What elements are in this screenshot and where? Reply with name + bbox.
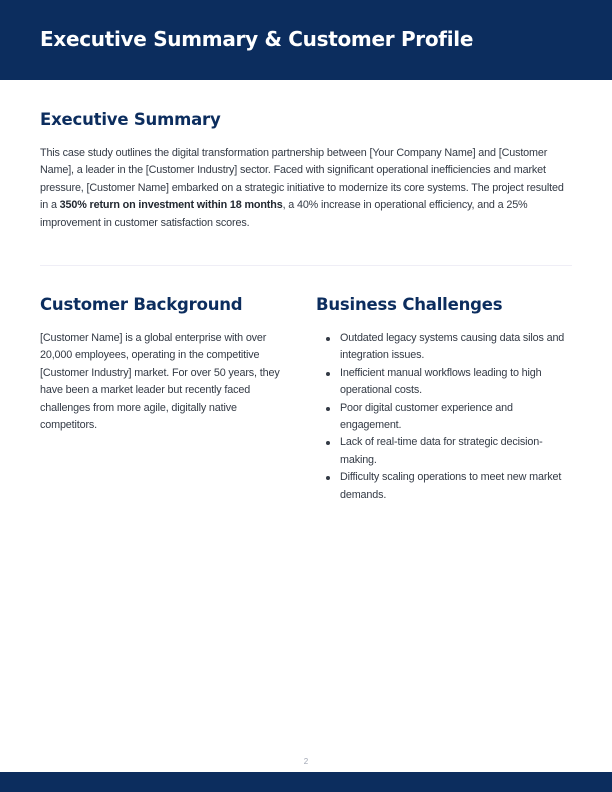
customer-background-heading: Customer Background (40, 295, 243, 314)
list-item (340, 434, 572, 469)
summary-text-end: , a 40% increase in operational efficiency, and a 25% improvement in customer satisfaction scores. (40, 199, 528, 229)
bullet-icon (326, 441, 330, 445)
list-item (340, 365, 572, 400)
page-footer-bar (0, 772, 612, 792)
section-divider (40, 265, 572, 266)
bullet-icon (326, 476, 330, 480)
list-item-text: Outdated legacy systems causing data silos and integration issues. (340, 332, 565, 362)
business-challenges-heading: Business Challenges (316, 295, 503, 314)
bullet-icon (326, 337, 330, 341)
list-item-text: Poor digital customer experience and engagement. (340, 401, 513, 432)
list-item-text: Lack of real-time data for strategic decision-making. (340, 436, 543, 466)
executive-summary-heading: Executive Summary (40, 110, 221, 129)
list-item (340, 469, 572, 504)
bullet-icon (326, 407, 330, 411)
customer-background-paragraph: [Customer Name] is a global enterprise with over 20,000 employees, operating in the competitive [Customer Industry] market. For over 50 years, they have been a market leader but recently faced challenges from more agile, digitally native competitors. (40, 332, 280, 432)
list-item (340, 400, 572, 435)
page-number: 2 (303, 757, 309, 766)
page-title: Executive Summary & Customer Profile (40, 27, 474, 51)
executive-summary-section (40, 110, 572, 232)
list-item (340, 330, 572, 365)
customer-background-section (40, 295, 296, 434)
list-item-text: Difficulty scaling operations to meet new market demands. (340, 471, 562, 501)
executive-summary-paragraph (40, 145, 572, 232)
summary-text-start: This case study outlines the digital transformation partnership between [Your Company Name] and [Customer Name], a leader in the [Customer Industry] sector. Faced with significant operational inefficiencies and market pressure, [Customer Name] embarked on a strategic initiative to modernize its core systems. The project resulted in a (40, 147, 564, 212)
page-header (0, 0, 612, 80)
business-challenges-section (316, 295, 572, 504)
summary-roi-highlight: 350% return on investment within 18 months (59, 199, 283, 212)
list-item-text: Inefficient manual workflows leading to high operational costs. (340, 366, 542, 397)
bullet-icon (326, 372, 330, 376)
challenges-list (316, 330, 572, 504)
